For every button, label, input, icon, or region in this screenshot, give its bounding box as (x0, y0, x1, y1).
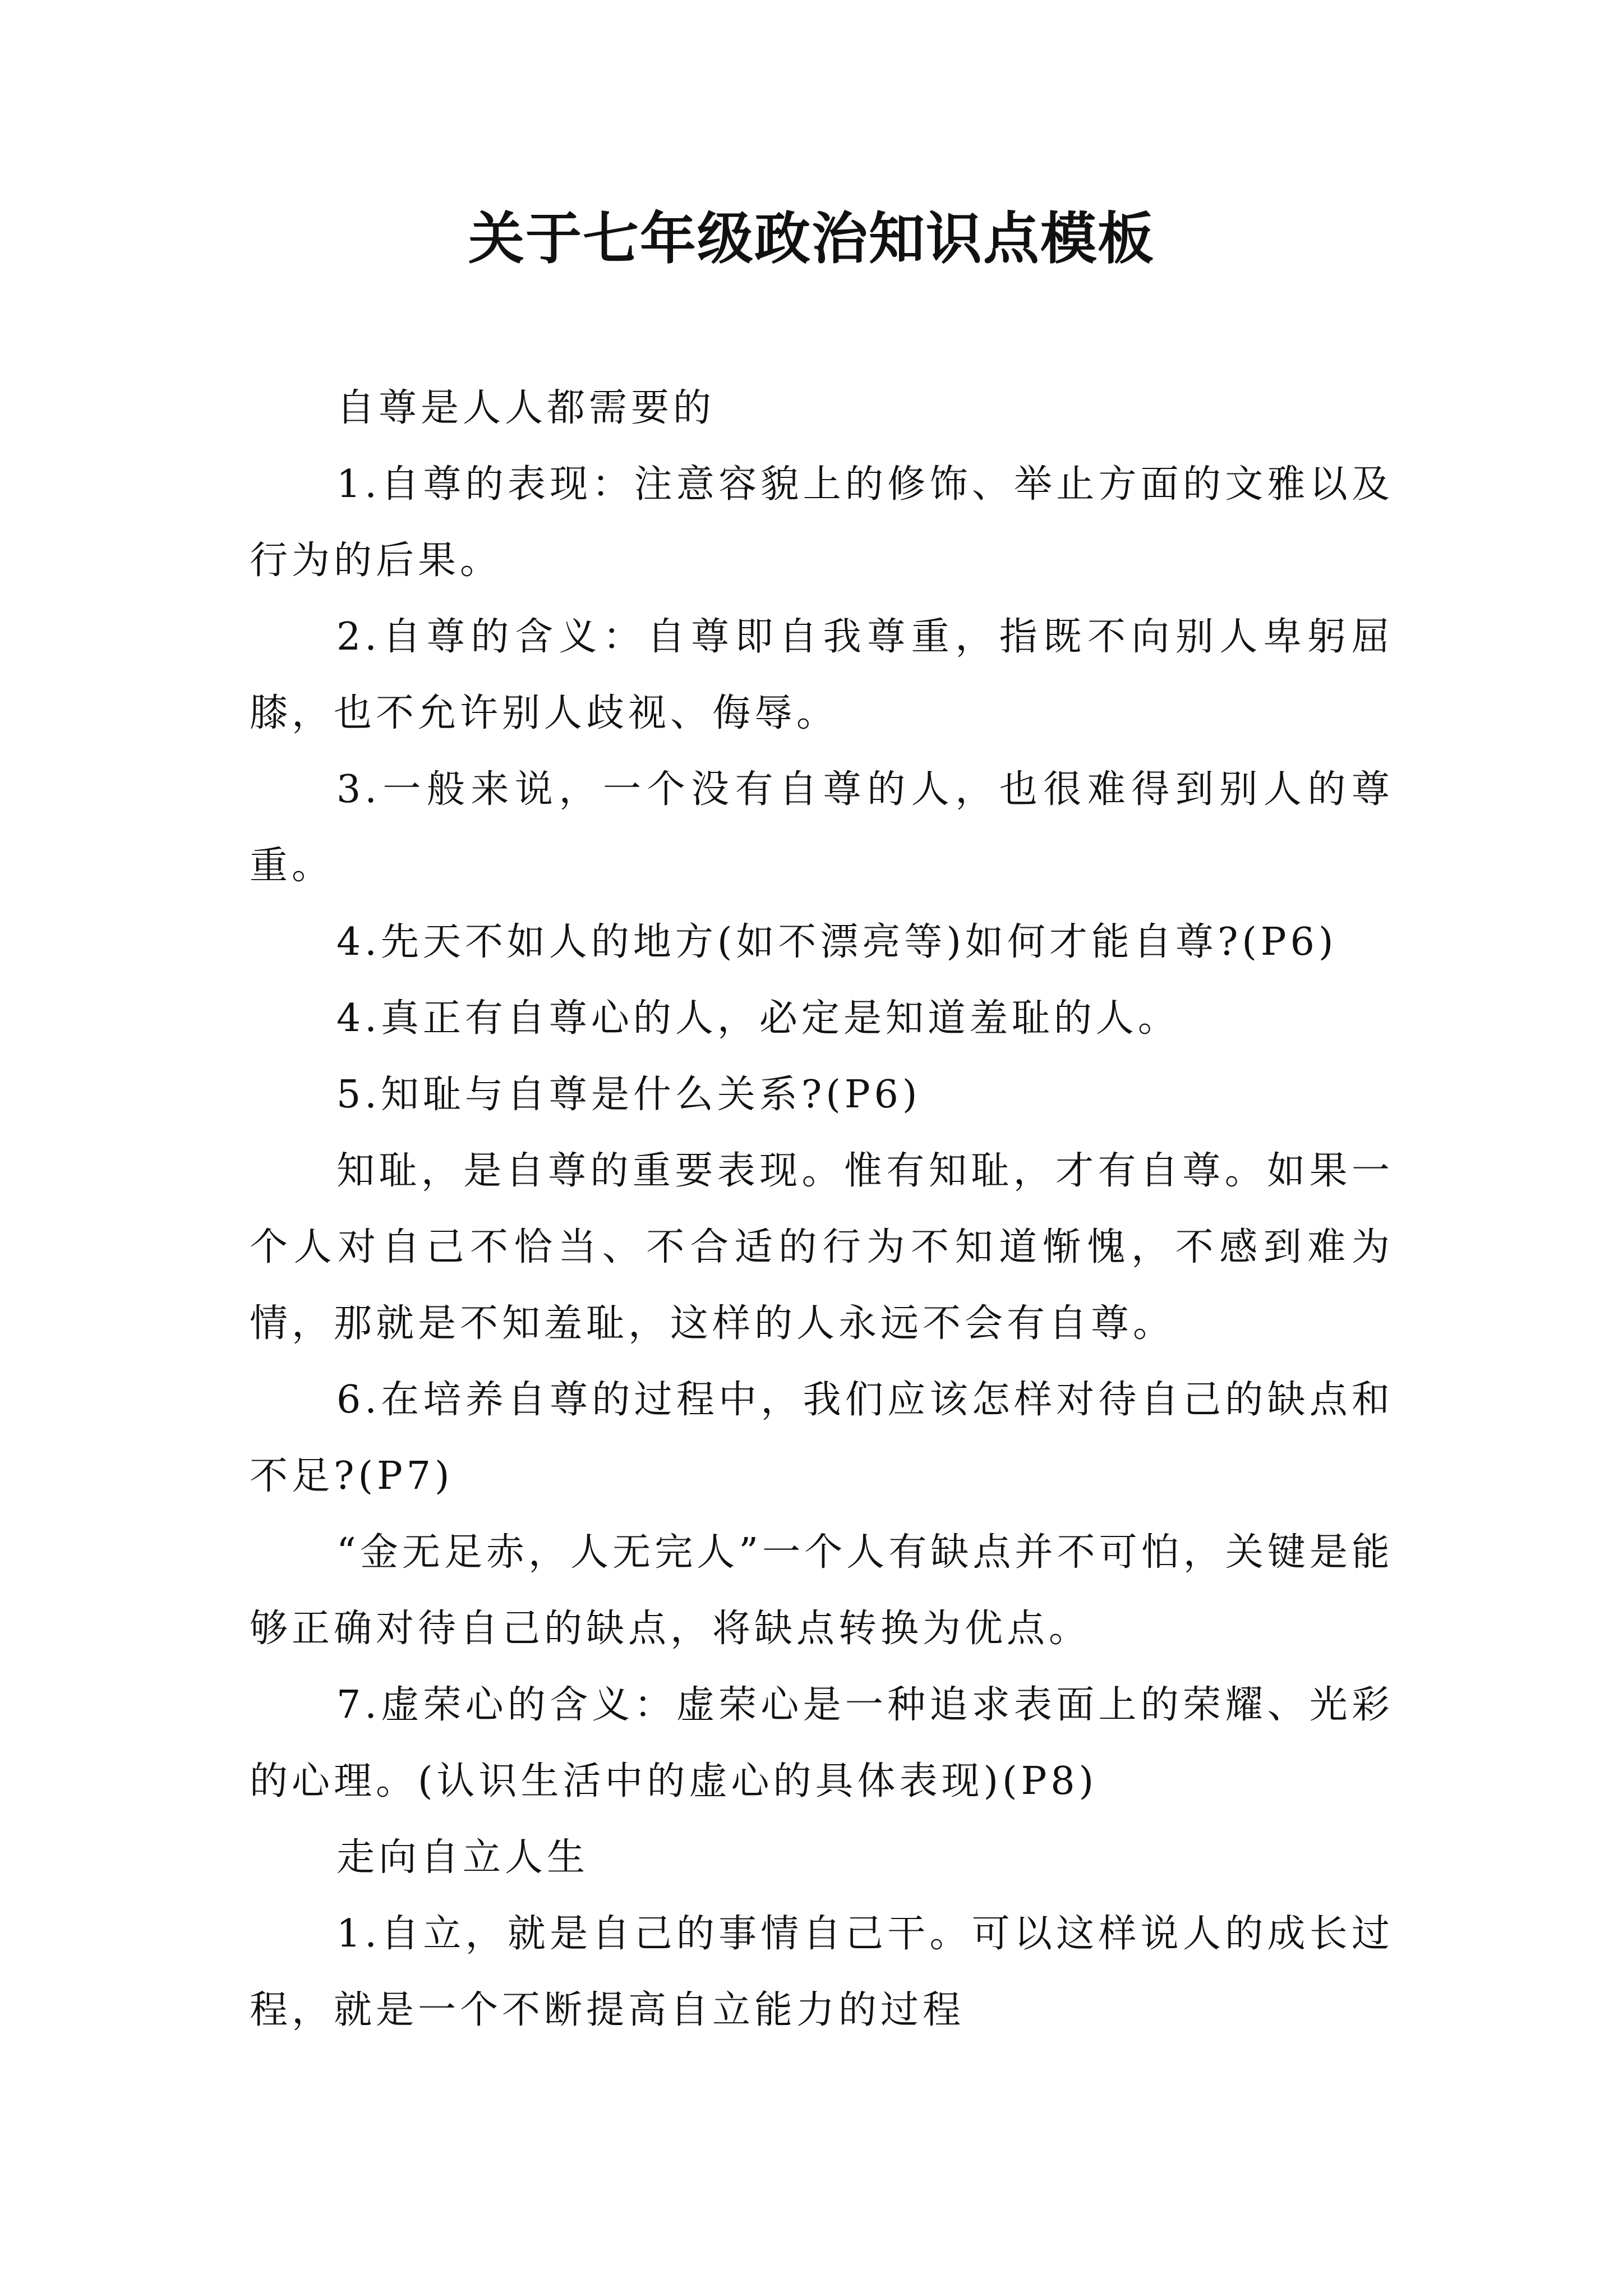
paragraph-item-6: 6.在培养自尊的过程中，我们应该怎样对待自己的缺点和不足?(P7) (250, 1378, 1394, 1498)
paragraph-self-respect-heading: 自尊是人人都需要的 (336, 386, 716, 430)
paragraph-item-1: 1.自尊的表现：注意容貌上的修饰、举止方面的文雅以及行为的后果。 (250, 462, 1394, 583)
paragraph-item-4a: 4.先天不如人的地方(如不漂亮等)如何才能自尊?(P6) (336, 920, 1338, 964)
paragraph-item-6-answer: “金无足赤，人无完人”一个人有缺点并不可怕，关键是能够正确对待自己的缺点，将缺点转换为优点。 (250, 1530, 1394, 1651)
paragraph-self-reliance-heading: 走向自立人生 (336, 1835, 589, 1880)
paragraph-item-2: 2.自尊的含义：自尊即自我尊重，指既不向别人卑躬屈膝，也不允许别人歧视、侮辱。 (250, 615, 1394, 735)
paragraph-item-4b: 4.真正有自尊心的人，必定是知道羞耻的人。 (336, 996, 1180, 1041)
paragraph-item-5: 5.知耻与自尊是什么关系?(P6) (336, 1073, 921, 1117)
paragraph-item-7: 7.虚荣心的含义：虚荣心是一种追求表面上的荣耀、光彩的心理。(认识生活中的虚心的具体表现)(P8) (250, 1683, 1394, 1803)
document-body (250, 370, 1394, 2049)
paragraph-item-3: 3.一般来说，一个没有自尊的人，也很难得到别人的尊重。 (250, 767, 1394, 888)
paragraph-self-reliance-item-1: 1.自立，就是自己的事情自己干。可以这样说人的成长过程，就是一个不断提高自立能力的过程 (250, 1912, 1394, 2032)
document-title: 关于七年级政治知识点模板 (468, 205, 1155, 272)
paragraph-item-5-answer: 知耻，是自尊的重要表现。惟有知耻，才有自尊。如果一个人对自己不恰当、不合适的行为不知道惭愧，不感到难为情，那就是不知羞耻，这样的人永远不会有自尊。 (250, 1149, 1394, 1346)
